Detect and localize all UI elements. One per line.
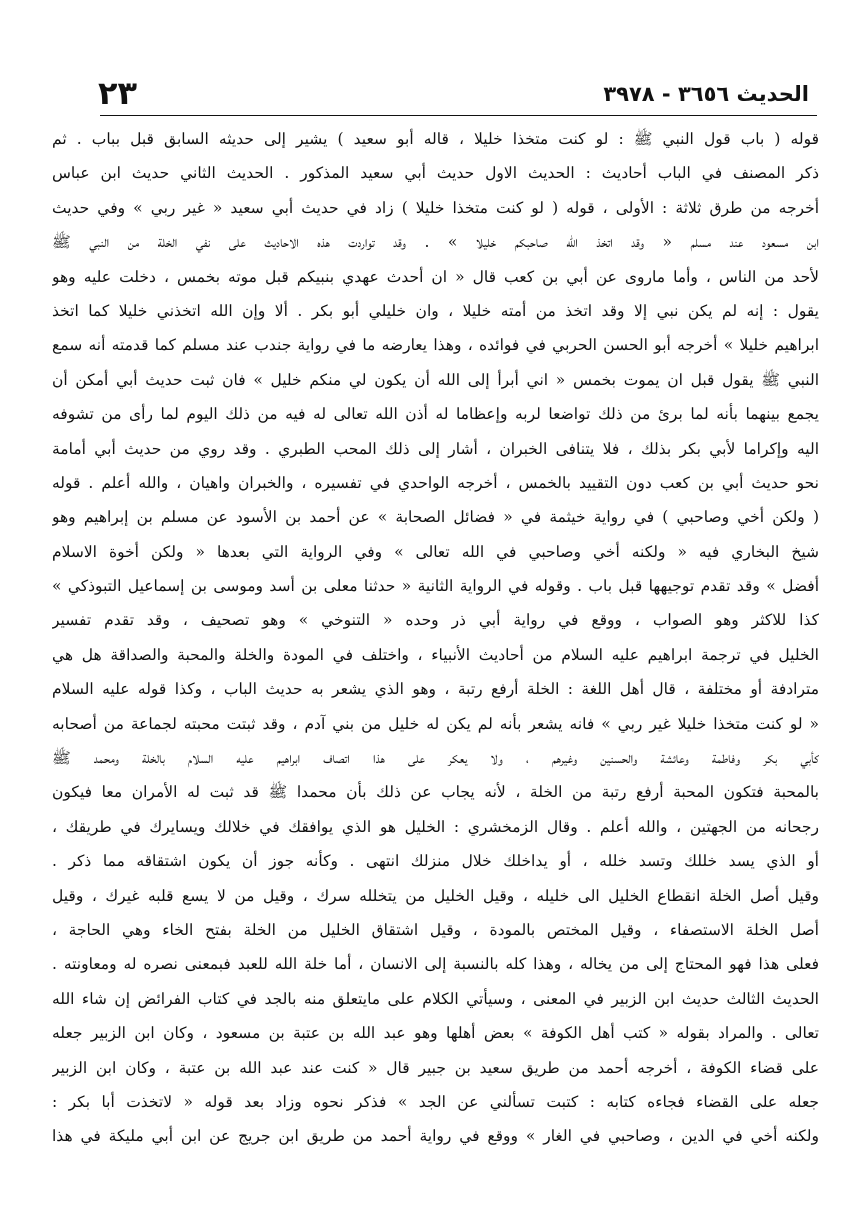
text-line: يجمع بينهما بأنه لما برئ من ذلك تواضعا لربه وإعظاما له أذن الله تعالى له فيه من ذلك اليوم لما رأى من تشوفه [52,405,819,424]
text-line: لأحد من الناس ، وأما ماروى عن أبي بن كعب قال « ان أحدث عهدي بنبيكم قبل موته بخمس ، دخلت عليه وهو [52,267,819,286]
text-line: قوله ( باب قول النبي ﷺ : لو كنت متخذا خليلا ، قاله أبو سعيد ) يشير إلى حديثه السابق قبل بباب . ثم [52,130,819,148]
text-line: ( ولكن أخي وصاحبي ) في رواية خيثمة في « فضائل الصحابة » عن أحمد بن الأسود عن مسلم بن إبراهيم وهو [52,508,819,527]
text-line: أصل الخلة الاستصفاء ، وقيل المختص بالمودة ، وقيل اشتقاق الخليل من الخلة بفتح الخاء وهي الحاجة ، [52,920,819,939]
text-line: ابراهيم خليلا » أخرجه أبو الحسن الحربي في فوائده ، وهذا يعارضه ما في رواية جندب عند مسلم كما قدمته أنه سمع [52,336,819,355]
text-line: وقيل أصل الخلة انقطاع الخليل الى خليله ، وقيل الخليل من يتخلله سرك ، وقيل من لا يسع قلبه غيرك ، وقيل [52,886,819,905]
text-line: أو الذي يسد خللك وتسد خلله ، أو يداخلك خلال منزلك انتهى . وكأنه جوز أن يكون اشتقاقه مما ذكر . [52,852,819,871]
text-line: أفضل » وقد تقدم توجيهها قبل باب . وقوله في الرواية الثانية « حدثنا معلى بن أسد وموسى بن إسماعيل التبوذكي » [52,577,819,596]
text-line: اليه وإكراما لأبي بكر بذلك ، فلا يتنافى الخبران ، أشار إلى ذلك المحب الطبري . وقد روي من حديث أبي أمامة [52,439,819,458]
text-line: النبي ﷺ يقول قبل ان يموت بخمس « اني أبرأ إلى الله أن يكون لي منكم خليل » فان ثبت حديث أبي أمكن أن [52,370,819,389]
text-line: فعلى هذا فهو المحتاج إلى من يخاله ، وهذا كله بالنسبة إلى الانسان ، أما خلة الله للعبد فبمعنى نصره له ومعاونته . [52,955,819,974]
text-line: الحديث الثالث حديث ابن الزبير في المعنى ، وسيأتي الكلام على مايتعلق منه بالجد في كتاب الفرائض إن شاء الله [52,989,819,1008]
text-line: كذا للاكثر وهو الصواب ، ووقع في رواية أبي ذر وحده « التنوخي » وهو تصحيف ، وقد تقدم تفسير [52,611,819,630]
text-line: على قضاء الكوفة ، أخرجه أحمد من طريق سعيد بن جبير قال « كنت عند عبد الله بن عتبة ، وكان ابن الزبير [52,1058,819,1077]
text-line: كأبي بكر وفاطمة وعائشة والحسنين وغيرهم ، ولا يعكر على هذا اتصاف ابراهيم عليه السلام بالخلة ومحمد ﷺ [52,749,819,768]
text-line: ولكنه أخي في الدين ، وصاحبي في الغار » ووقع في رواية أحمد من طريق ابن جريج عن ابن أبي مليكة في هذا [52,1127,819,1146]
text-line: « لو كنت متخذا خليلا غير ربي » فانه يشعر بأنه لم يكن له خليل من بني آدم ، وقد ثبتت محبته لجماعة من أصحابه [52,714,819,733]
text-line: رجحانه من الجهتين ، والله أعلم . وقال الزمخشري : الخليل هو الذي يوافقك في خلالك ويسايرك في طريقك ، [52,817,819,836]
text-line: أخرجه من طرق ثلاثة : الأولى ، قوله ( لو كنت متخذا خليلا ) زاد في حديث أبي سعيد « غير ربي » وفي حديث [52,198,819,217]
text-line: ذكر المصنف في الباب أحاديث : الحديث الاول حديث أبي سعيد المذكور . الحديث الثاني حديث ابن عباس [52,164,819,183]
text-line: نحو حديث أبي بن كعب دون التقييد بالخمس ، أخرجه الواحدي في تفسيره ، والخبران واهيان ، والله أعلم . قوله [52,473,819,492]
text-line: الخليل في ترجمة ابراهيم عليه السلام من أحاديث الأنبياء ، واختلف في المودة والخلة والمحبة والصداقة هل هي [52,645,819,664]
text-line: يقول : إنه لم يكن نبي إلا وقد اتخذ من أمته خليلا ، وان خليلي أبو بكر . ألا وإن الله اتخذني خليلا كما اتخذ [52,301,819,320]
body-text [52,122,819,1154]
text-line: ابن مسعود عند مسلم « وقد اتخذ الله صاحبكم خليلا » . وقد تواردت هذه الاحاديث على نفي الخلة من النبي ﷺ [52,233,819,252]
page-header [98,70,809,116]
page-number: ٢٣ [98,74,138,112]
header-divider [100,115,817,116]
text-line: بالمحبة فتكون المحبة أرفع رتبة من الخلة ، لأنه يجاب عن ذلك بأن محمدا ﷺ قد ثبت له الأمران معا فيكون [52,783,819,802]
running-title: الحديث ٣٦٥٦ - ٣٩٧٨ [603,82,809,106]
text-line: تعالى . والمراد بقوله « كتب أهل الكوفة » بعض أهلها وهو عبد الله بن عتبة بن مسعود ، وكان ابن الزبير جعله [52,1024,819,1043]
text-line: مترادفة أو مختلفة ، قال أهل اللغة : الخلة أرفع رتبة ، وهو الذي يشعر به حديث الباب ، وكذا قوله عليه السلام [52,680,819,699]
text-line: شيخ البخاري فيه « ولكنه أخي وصاحبي في الله تعالى » وفي الرواية التي بعدها « ولكن أخوة الاسلام [52,542,819,561]
text-line: جعله على القضاء فجاءه كتابه : كتبت تسألني عن الجد » فذكر نحوه وزاد بعد قوله « لاتخذت أبا بكر : [52,1092,819,1111]
